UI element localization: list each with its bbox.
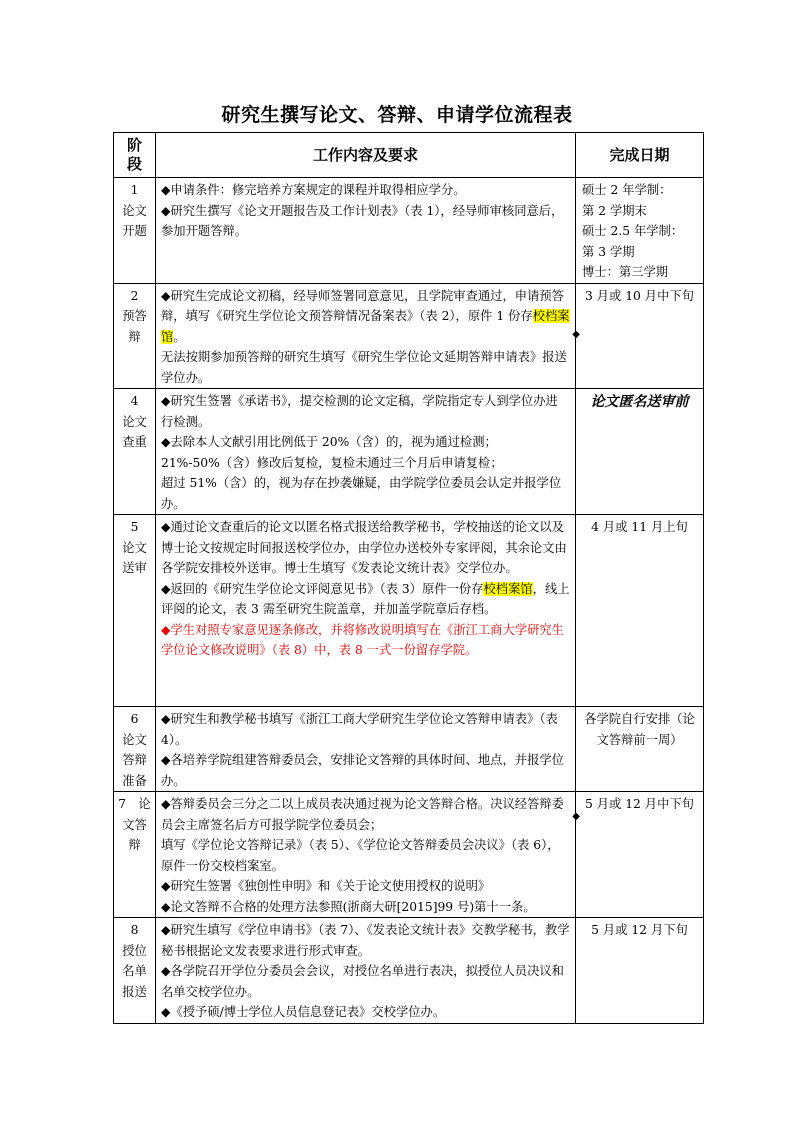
date-text: 第 2 学期末: [582, 203, 647, 218]
content-paragraph: ◆研究生撰写《论文开题报告及工作计划表》（表 1），经导师审核同意后，参加开题答辩。: [161, 203, 564, 238]
stage-text: 答辩: [122, 753, 147, 767]
paragraph-text: ，线上评阅的论文，表 3 需至研究生院盖章，并加盖学院章后存档。: [161, 581, 570, 616]
paragraph-text: 。: [173, 329, 186, 344]
stage-text: 报送: [122, 984, 147, 999]
process-table: [113, 132, 704, 1024]
stage-cell: [114, 918, 156, 1024]
diamond-marker-icon: ◆: [572, 328, 580, 340]
date-cell: [576, 283, 704, 389]
table-row: [114, 792, 704, 918]
content-paragraph: ◆研究生签署《独创性申明》和《关于论文使用授权的说明》: [161, 879, 491, 893]
date-text: 硕士 2 年学制：: [582, 183, 672, 197]
content-cell: [156, 707, 576, 792]
stage-cell: [114, 707, 156, 792]
stage-text: 准备: [122, 773, 147, 788]
stage-text: 论文: [122, 540, 147, 555]
paragraph-text: ◆研究生完成论文初稿，经导师签署同意意见，且学院审查通过，申请预答辩，填写《研究生学位论文预答辩情况备案表》（表 2），原件 1 份存: [161, 288, 564, 323]
stage-text: 辩: [128, 838, 141, 852]
content-paragraph: ◆《授予硕/博士学位人员信息登记表》交校学位办。: [161, 1005, 446, 1019]
table-row: [114, 283, 704, 389]
date-cell: [576, 389, 704, 515]
content-cell: [156, 918, 576, 1024]
date-text: 第 3 学期: [582, 244, 635, 259]
stage-cell: [114, 792, 156, 918]
content-paragraph: ◆答辩委员会三分之二以上成员表决通过视为论文答辩合格。决议经答辩委员会主席签名后方可报学院学位委员会；: [161, 797, 564, 832]
stage-text: 文答: [122, 817, 147, 832]
date-cell: [576, 918, 704, 1024]
table-row: [114, 389, 704, 515]
date-text: 各学院自行安排（论文答辩前一周）: [584, 712, 695, 747]
stage-text: 辩: [128, 329, 141, 344]
stage-text: 论文: [122, 203, 147, 218]
date-text: 5 月或 12 月中下旬: [585, 797, 694, 811]
date-cell: [576, 792, 704, 918]
content-paragraph: 无法按期参加预答辩的研究生填写《研究生学位论文延期答辩申请表》报送学位办。: [161, 350, 567, 385]
date-text: 5 月或 12 月下旬: [591, 923, 688, 937]
stage-text: 查重: [122, 435, 147, 449]
stage-cell: [114, 178, 156, 284]
date-text: 4 月或 11 月上旬: [591, 520, 688, 534]
stage-text: 论文: [122, 732, 147, 747]
table-header-row: [114, 133, 704, 178]
stage-text: 开题: [122, 224, 147, 238]
stage-text: 论文: [122, 414, 147, 429]
stage-cell: [114, 283, 156, 389]
stage-text: 1: [130, 183, 139, 197]
table-row: [114, 178, 704, 284]
header-stage: 阶段: [114, 133, 156, 178]
stage-text: 名单: [122, 964, 147, 978]
content-cell: [156, 178, 576, 284]
stage-text: 6: [130, 712, 139, 726]
diamond-marker-icon: ◆: [572, 811, 580, 822]
content-paragraph: ◆去除本人文献引用比例低于 20%（含）的，视为通过检测；: [161, 435, 497, 449]
content-paragraph: ◆研究生填写《学位申请书》（表 7）、《发表论文统计表》交教学秘书，教学秘书根据论文发表要求进行形式审查。: [161, 923, 570, 958]
content-paragraph: 21%-50%（含）修改后复检，复检未通过三个月后申请复检；: [161, 455, 503, 470]
table-row: [114, 515, 704, 707]
stage-text: 送审: [122, 561, 147, 575]
content-paragraph: 填写《学位论文答辩记录》（表 5）、《学位论文答辩委员会决议》（表 6），原件一份交校档案室。: [161, 838, 560, 873]
stage-text: 8: [130, 923, 139, 937]
date-cell: [576, 707, 704, 792]
stage-cell: [114, 515, 156, 707]
date-cell: [576, 515, 704, 707]
date-text: 论文匿名送审前: [590, 394, 689, 410]
date-text: 3 月或 10 月中下旬: [585, 288, 694, 303]
content-paragraph: [161, 579, 570, 620]
stage-cell: [114, 389, 156, 515]
content-paragraph: [161, 286, 570, 348]
stage-text: 7 论: [118, 797, 151, 811]
stage-text: 授位: [122, 943, 147, 958]
content-paragraph: ◆论文答辩不合格的处理方法参照(浙商大研[2015]99 号)第十一条。: [161, 899, 536, 914]
content-paragraph: ◆申请条件：修完培养方案规定的课程并取得相应学分。: [161, 183, 466, 197]
stage-text: 5: [130, 520, 139, 534]
stage-text: 2: [130, 288, 139, 303]
highlighted-text: 校档案馆: [483, 581, 533, 596]
content-paragraph: ◆研究生签署《承诺书》，提交检测的论文定稿，学院指定专人到学位办进行检测。: [161, 394, 558, 429]
paragraph-text: ◆返回的《研究生学位论文评阅意见书》（表 3）原件一份存: [161, 581, 484, 596]
content-paragraph: ◆各学院召开学位分委员会会议，对授位名单进行表决，拟授位人员决议和名单交校学位办。: [161, 964, 564, 999]
table-row: [114, 918, 704, 1024]
date-cell: [576, 178, 704, 284]
content-cell: [156, 389, 576, 515]
content-paragraph: ◆通过论文查重后的论文以匿名格式报送给教学秘书，学校抽送的论文以及博士论文按规定时间报送校学位办，由学位办送校外专家评阅，其余论文由各学院安排校外送审。博士生填写《发表论文统计表》交学位办。: [161, 520, 567, 575]
content-paragraph: 超过 51%（含）的，视为存在抄袭嫌疑，由学院学位委员会认定并报学位办。: [161, 476, 562, 511]
content-paragraph: ◆研究生和教学秘书填写《浙江工商大学研究生学位论文答辩申请表》（表 4）。: [161, 712, 558, 747]
stage-text: 预答: [122, 309, 147, 323]
date-text: 硕士 2.5 年学制：: [582, 224, 684, 238]
header-content: 工作内容及要求: [156, 133, 576, 178]
table-row: [114, 707, 704, 792]
content-cell: [156, 515, 576, 707]
content-paragraph: ◆各培养学院组建答辩委员会，安排论文答辩的具体时间、地点，并报学位办。: [161, 753, 564, 788]
content-cell: [156, 283, 580, 389]
content-paragraph: ◆学生对照专家意见逐条修改，并将修改说明填写在《浙江工商大学研究生学位论文修改说明》（表 8）中，表 8 一式一份留存学院。: [161, 622, 564, 657]
stage-text: 4: [130, 394, 139, 408]
page-title: 研究生撰写论文、答辩、申请学位流程表: [221, 104, 573, 126]
highlighted-text: 校档案馆: [161, 309, 570, 344]
header-date: 完成日期: [576, 133, 704, 178]
content-cell: [156, 792, 580, 918]
date-text: 博士：第三学期: [582, 265, 669, 279]
